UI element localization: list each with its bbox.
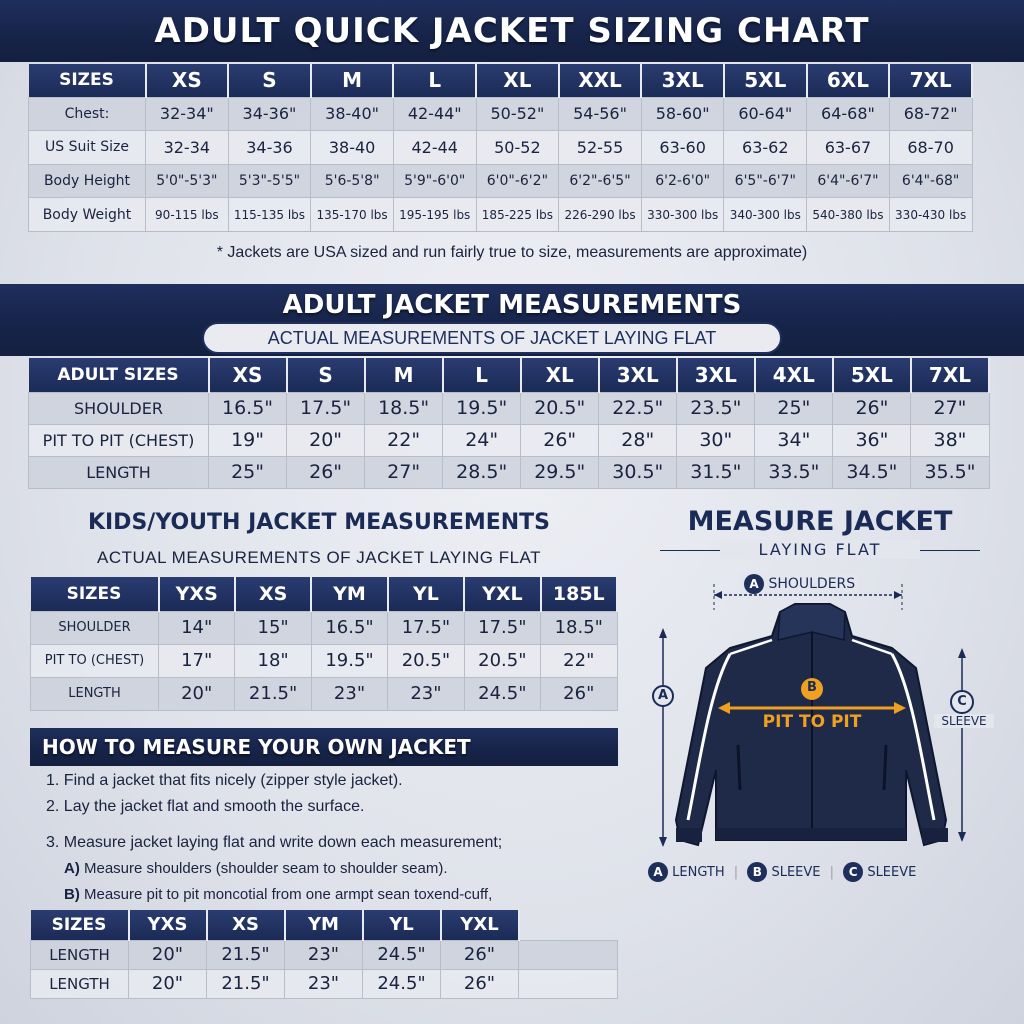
table-cell: 6'0"-6'2" <box>476 164 559 198</box>
quick-sizing-table <box>28 64 973 232</box>
table-cell: 32-34" <box>146 97 229 131</box>
table-cell: 64-68" <box>807 97 890 131</box>
table-cell: 226-290 lbs <box>559 198 642 232</box>
measure-panel-subtitle: LAYING FLAT <box>720 540 920 559</box>
column-header-size: 185L <box>541 577 617 611</box>
row-label: SHOULDER <box>31 611 159 644</box>
table-cell: 23" <box>388 677 464 710</box>
table-cell: 340-300 lbs <box>724 198 807 232</box>
kids-section-subtitle: ACTUAL MEASUREMENTS OF JACKET LAYING FLAT <box>97 548 541 567</box>
table-cell: 60-64" <box>724 97 807 131</box>
column-header-size: M <box>365 358 443 392</box>
table-cell: 25" <box>755 392 833 424</box>
table-cell: 34-36" <box>228 97 311 131</box>
step-1: 1. Find a jacket that fits nicely (zipper style jacket). <box>46 772 403 789</box>
legend-sleeve-c-label: SLEEVE <box>867 865 917 880</box>
substep-b-label: B) <box>64 886 80 903</box>
substep-a-text: Measure shoulders (shoulder seam to shoulder seam). <box>84 860 448 877</box>
table-cell: 26" <box>541 677 617 710</box>
table-cell: 19.5" <box>311 644 387 677</box>
table-cell: 5'3"-5'5" <box>228 164 311 198</box>
table-cell: 20.5" <box>388 644 464 677</box>
column-header-size: XS <box>207 910 285 940</box>
table-cell: 20" <box>129 969 207 998</box>
column-header-size: S <box>287 358 365 392</box>
column-header-sizes: SIZES <box>29 64 146 97</box>
table-row <box>31 969 618 998</box>
table-row <box>29 424 990 456</box>
table-cell: 34" <box>755 424 833 456</box>
column-header-size: XS <box>146 64 229 97</box>
column-header-sizes: ADULT SIZES <box>29 358 209 392</box>
table-cell: 31.5" <box>677 456 755 488</box>
sleeve-label: SLEEVE <box>934 714 994 728</box>
length-letter-icon: A <box>652 685 674 707</box>
measure-panel <box>630 500 1010 900</box>
table-cell: 185-225 lbs <box>476 198 559 232</box>
column-header-size: 5XL <box>724 64 807 97</box>
sleeve-letter-icon: C <box>950 690 974 714</box>
row-label: Body Weight <box>29 198 146 232</box>
table-cell: 26" <box>441 969 519 998</box>
table-cell: 20" <box>129 940 207 969</box>
column-header-size: S <box>228 64 311 97</box>
title-banner <box>0 0 1024 62</box>
legend-a-icon: A <box>648 862 668 882</box>
sizing-note: * Jackets are USA sized and run fairly true to size, measurements are approximate) <box>216 244 808 261</box>
table-cell: 21.5" <box>207 940 285 969</box>
table-cell: 14" <box>159 611 235 644</box>
table-cell: 63-60 <box>641 131 724 165</box>
table-row <box>29 392 990 424</box>
column-header-size: L <box>443 358 521 392</box>
bottom-length-table <box>30 910 618 998</box>
table-cell: 19.5" <box>443 392 521 424</box>
table-cell: 6'4"-6'7" <box>807 164 890 198</box>
row-label: SHOULDER <box>29 392 209 424</box>
substep-b-text: Measure pit to pit moncotial from one armpt sean toxend-cuff, <box>84 886 493 903</box>
measure-panel-title: MEASURE JACKET <box>687 506 953 537</box>
table-cell: 21.5" <box>207 969 285 998</box>
table-cell: 19" <box>209 424 287 456</box>
table-row <box>29 97 973 131</box>
table-cell: 26" <box>441 940 519 969</box>
table-cell: 26" <box>833 392 911 424</box>
sleeve-arrow-bottom-head <box>958 832 966 842</box>
kids-measurements-table <box>30 577 618 711</box>
table-cell: 26" <box>287 456 365 488</box>
table-cell: 6'2-6'0" <box>641 164 724 198</box>
table-cell: 15" <box>235 611 311 644</box>
table-cell: 330-430 lbs <box>889 198 972 232</box>
row-label: LENGTH <box>29 456 209 488</box>
step-2: 2. Lay the jacket flat and smooth the surface. <box>46 798 365 815</box>
legend-item-sleeve-c <box>843 865 916 880</box>
sleeve-arrow-top-head <box>958 648 966 658</box>
table-cell <box>519 969 618 998</box>
column-header-size: XL <box>521 358 599 392</box>
row-label: LENGTH <box>31 969 129 998</box>
kids-section-title: KIDS/YOUTH JACKET MEASUREMENTS <box>87 510 551 535</box>
substep-a <box>46 860 616 886</box>
column-header-size: YXL <box>441 910 519 940</box>
table-cell: 68-72" <box>889 97 972 131</box>
how-to-banner <box>30 728 618 766</box>
shoulders-text: SHOULDERS <box>768 576 856 592</box>
row-label: PIT TO PIT (CHEST) <box>29 424 209 456</box>
shoulders-letter-icon: A <box>744 574 764 594</box>
table-row <box>29 131 973 165</box>
column-header-sizes: SIZES <box>31 577 159 611</box>
table-cell: 24" <box>443 424 521 456</box>
table-cell: 24.5" <box>363 969 441 998</box>
legend-item-sleeve-b <box>747 865 824 880</box>
column-header-size: 3XL <box>599 358 677 392</box>
column-header-size: XXL <box>559 64 642 97</box>
table-cell: 5'6-5'8" <box>311 164 394 198</box>
table-cell: 115-135 lbs <box>228 198 311 232</box>
table-cell: 63-67 <box>807 131 890 165</box>
substep-b <box>46 886 616 912</box>
table-cell: 29.5" <box>521 456 599 488</box>
column-header-sizes: SIZES <box>31 910 129 940</box>
table-cell: 36" <box>833 424 911 456</box>
row-label: LENGTH <box>31 940 129 969</box>
column-header-size: 6XL <box>807 64 890 97</box>
table-cell: 42-44" <box>393 97 476 131</box>
legend-c-icon: C <box>843 862 863 882</box>
column-header-size: 3XL <box>677 358 755 392</box>
table-cell: 35.5" <box>911 456 989 488</box>
table-cell: 26" <box>521 424 599 456</box>
table-cell: 28.5" <box>443 456 521 488</box>
column-header-size: L <box>393 64 476 97</box>
column-header-size: YM <box>311 577 387 611</box>
table-row <box>31 611 618 644</box>
measure-legend <box>648 862 1008 886</box>
step-3: 3. Measure jacket laying flat and write down each measurement; <box>46 834 503 851</box>
row-label: PIT TO (CHEST) <box>31 644 159 677</box>
table-cell: 34.5" <box>833 456 911 488</box>
table-cell: 90-115 lbs <box>146 198 229 232</box>
adult-measurements-subtitle: ACTUAL MEASUREMENTS OF JACKET LAYING FLAT <box>202 322 782 354</box>
table-cell: 30" <box>677 424 755 456</box>
column-header-size: YXS <box>159 577 235 611</box>
table-cell: 68-70 <box>889 131 972 165</box>
table-cell: 38-40" <box>311 97 394 131</box>
table-cell: 18.5" <box>365 392 443 424</box>
pit-letter: B <box>807 680 817 695</box>
table-cell: 22.5" <box>599 392 677 424</box>
table-cell: 23" <box>285 940 363 969</box>
row-label: US Suit Size <box>29 131 146 165</box>
table-cell: 27" <box>911 392 989 424</box>
column-header-size: YL <box>363 910 441 940</box>
table-cell: 42-44 <box>393 131 476 165</box>
column-header-size: 3XL <box>641 64 724 97</box>
column-header-size: YXL <box>464 577 540 611</box>
table-cell: 6'2"-6'5" <box>559 164 642 198</box>
table-cell: 28" <box>599 424 677 456</box>
row-label: Chest: <box>29 97 146 131</box>
table-row <box>29 456 990 488</box>
table-cell: 20" <box>159 677 235 710</box>
table-cell: 58-60" <box>641 97 724 131</box>
pit-to-pit-label: PIT TO PIT <box>762 712 862 732</box>
table-cell: 22" <box>365 424 443 456</box>
legend-divider-1: | <box>733 865 739 880</box>
legend-length-label: LENGTH <box>672 865 725 880</box>
column-header-size: 7XL <box>911 358 989 392</box>
length-arrow-top-head <box>659 628 667 638</box>
table-cell: 20" <box>287 424 365 456</box>
table-cell: 63-62 <box>724 131 807 165</box>
table-cell: 21.5" <box>235 677 311 710</box>
shoulders-arrow-left-head <box>714 591 722 599</box>
table-cell: 34-36 <box>228 131 311 165</box>
table-cell: 25" <box>209 456 287 488</box>
table-cell: 50-52" <box>476 97 559 131</box>
legend-b-icon: B <box>747 862 767 882</box>
legend-sleeve-b-label: SLEEVE <box>771 865 821 880</box>
table-cell: 135-170 lbs <box>311 198 394 232</box>
column-header-size: XS <box>235 577 311 611</box>
table-cell: 24.5" <box>363 940 441 969</box>
table-cell: 17.5" <box>464 611 540 644</box>
column-header-size: XL <box>476 64 559 97</box>
column-header-size: XS <box>209 358 287 392</box>
table-cell: 540-380 lbs <box>807 198 890 232</box>
column-header-size: 7XL <box>889 64 972 97</box>
column-header-size: YM <box>285 910 363 940</box>
table-row <box>29 164 973 198</box>
shoulders-arrow-right-head <box>894 591 902 599</box>
table-cell: 16.5" <box>311 611 387 644</box>
table-cell: 16.5" <box>209 392 287 424</box>
table-cell: 20.5" <box>521 392 599 424</box>
shoulders-label <box>740 574 859 594</box>
table-cell: 54-56" <box>559 97 642 131</box>
table-cell: 38" <box>911 424 989 456</box>
table-cell: 52-55 <box>559 131 642 165</box>
table-cell: 195-195 lbs <box>393 198 476 232</box>
table-cell: 18" <box>235 644 311 677</box>
column-header-size: 5XL <box>833 358 911 392</box>
how-to-steps <box>46 772 616 912</box>
table-cell: 22" <box>541 644 617 677</box>
row-label: LENGTH <box>31 677 159 710</box>
table-cell: 30.5" <box>599 456 677 488</box>
column-header-size: YXS <box>129 910 207 940</box>
table-cell: 20.5" <box>464 644 540 677</box>
table-cell: 17" <box>159 644 235 677</box>
table-cell: 23" <box>311 677 387 710</box>
table-cell: 50-52 <box>476 131 559 165</box>
table-cell: 18.5" <box>541 611 617 644</box>
table-cell: 17.5" <box>388 611 464 644</box>
substep-a-label: A) <box>64 860 80 877</box>
table-cell: 32-34 <box>146 131 229 165</box>
table-row <box>31 644 618 677</box>
table-cell: 33.5" <box>755 456 833 488</box>
length-arrow-bottom-head <box>659 837 667 847</box>
table-cell <box>519 940 618 969</box>
how-to-title: HOW TO MEASURE YOUR OWN JACKET <box>42 735 471 759</box>
table-cell: 5'0"-5'3" <box>146 164 229 198</box>
table-row <box>29 198 973 232</box>
table-cell: 5'9"-6'0" <box>393 164 476 198</box>
legend-divider-2: | <box>829 865 835 880</box>
table-cell: 17.5" <box>287 392 365 424</box>
column-header-size: YL <box>388 577 464 611</box>
table-cell: 27" <box>365 456 443 488</box>
table-row <box>31 940 618 969</box>
row-label: Body Height <box>29 164 146 198</box>
table-cell: 6'4"-68" <box>889 164 972 198</box>
table-cell: 6'5"-6'7" <box>724 164 807 198</box>
table-cell: 330-300 lbs <box>641 198 724 232</box>
legend-item-length <box>648 865 729 880</box>
table-cell: 23" <box>285 969 363 998</box>
adult-measurements-table <box>28 358 990 488</box>
table-cell: 38-40 <box>311 131 394 165</box>
adult-measurements-title: ADULT JACKET MEASUREMENTS <box>282 290 742 320</box>
column-header-size: M <box>311 64 394 97</box>
table-row <box>31 677 618 710</box>
table-cell: 24.5" <box>464 677 540 710</box>
page-title: ADULT QUICK JACKET SIZING CHART <box>154 11 870 51</box>
table-cell: 23.5" <box>677 392 755 424</box>
column-header-size: 4XL <box>755 358 833 392</box>
